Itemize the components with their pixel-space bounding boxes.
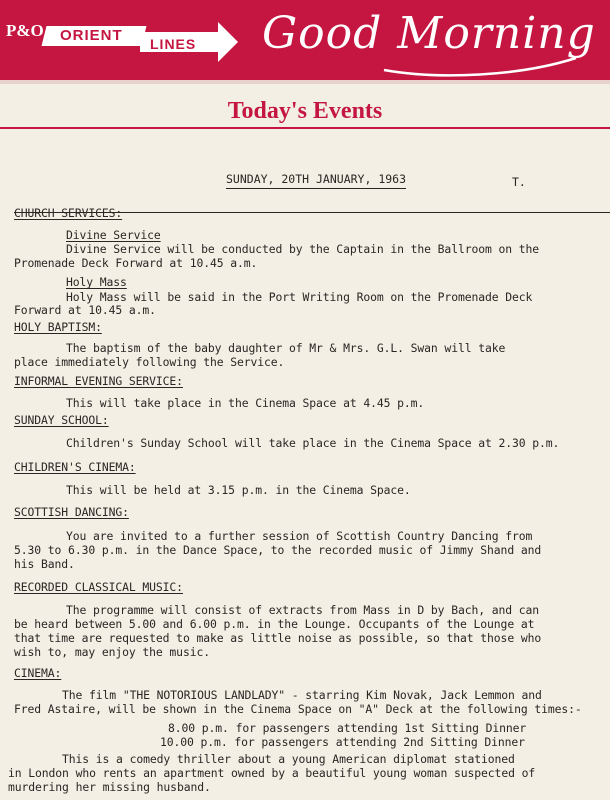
subheading-divine-service: Divine Service — [66, 228, 161, 242]
section-heading-church: CHURCH SERVICES: — [14, 206, 123, 220]
body-line: This is a comedy thriller about a young American diplomat stationed — [62, 752, 515, 766]
body-line: Divine Service will be conducted by the Captain in the Ballroom on the — [66, 242, 540, 256]
section-heading-cinema: CINEMA: — [14, 666, 62, 680]
section-heading-baptism: HOLY BAPTISM: — [14, 320, 102, 334]
subheading-holy-mass: Holy Mass — [66, 275, 127, 289]
corner-mark: T. — [512, 175, 526, 189]
body-line: 5.30 to 6.30 p.m. in the Dance Space, to the recorded music of Jimmy Shand and — [14, 543, 542, 557]
body-line: in London who rents an apartment owned by a beautiful young woman suspected of — [8, 766, 536, 780]
body-line: that time are requested to make as little noise as possible, so that those who — [14, 631, 542, 645]
body-line: Forward at 10.45 a.m. — [14, 303, 156, 317]
page-title: Today's Events — [227, 98, 383, 124]
body-line: be heard between 5.00 and 6.00 p.m. in the Lounge. Occupants of the Lounge at — [14, 617, 535, 631]
showtime-line: 8.00 p.m. for passengers attending 1st Sitting Dinner — [168, 721, 527, 735]
body-line: murdering her missing husband. — [8, 780, 211, 794]
banner-edge — [0, 80, 610, 84]
title-rule — [0, 127, 610, 129]
body-line: This will take place in the Cinema Space at 4.45 p.m. — [66, 396, 425, 410]
section-heading-childrens-cinema: CHILDREN'S CINEMA: — [14, 460, 136, 474]
body-line: The baptism of the baby daughter of Mr & Mrs. G.L. Swan will take — [66, 341, 506, 355]
lines-label: LINES — [150, 36, 197, 52]
body-line: Promenade Deck Forward at 10.45 a.m. — [14, 256, 258, 270]
section-heading-classical: RECORDED CLASSICAL MUSIC: — [14, 580, 183, 594]
body-line: Fred Astaire, will be shown in the Cinema Space on "A" Deck at the following times:- — [14, 702, 582, 716]
body-line: his Band. — [14, 557, 75, 571]
body-line: place immediately following the Service. — [14, 355, 285, 369]
po-logo: P&O — [6, 21, 44, 40]
body-line: The programme will consist of extracts from Mass in D by Bach, and can — [66, 603, 540, 617]
date-line: SUNDAY, 20TH JANUARY, 1963 — [226, 172, 406, 189]
section-heading-informal: INFORMAL EVENING SERVICE: — [14, 374, 183, 388]
body-line: Holy Mass will be said in the Port Writing Room on the Promenade Deck — [66, 290, 533, 304]
orient-label: ORIENT — [60, 27, 123, 44]
body-line: This will be held at 3.15 p.m. in the Cinema Space. — [66, 483, 411, 497]
good-morning-script: Good Morning — [262, 8, 596, 59]
body-line: Children's Sunday School will take place in the Cinema Space at 2.30 p.m. — [66, 436, 560, 450]
showtime-line: 10.00 p.m. for passengers attending 2nd Sitting Dinner — [160, 735, 525, 749]
section-heading-scottish: SCOTTISH DANCING: — [14, 505, 129, 519]
flourish-icon — [380, 54, 580, 78]
section-heading-sunday-school: SUNDAY SCHOOL: — [14, 413, 109, 427]
body-line: wish to, may enjoy the music. — [14, 645, 210, 659]
body-line: You are invited to a further session of Scottish Country Dancing from — [66, 529, 533, 543]
body-line: The film "THE NOTORIOUS LANDLADY" - starring Kim Novak, Jack Lemmon and — [62, 688, 542, 702]
